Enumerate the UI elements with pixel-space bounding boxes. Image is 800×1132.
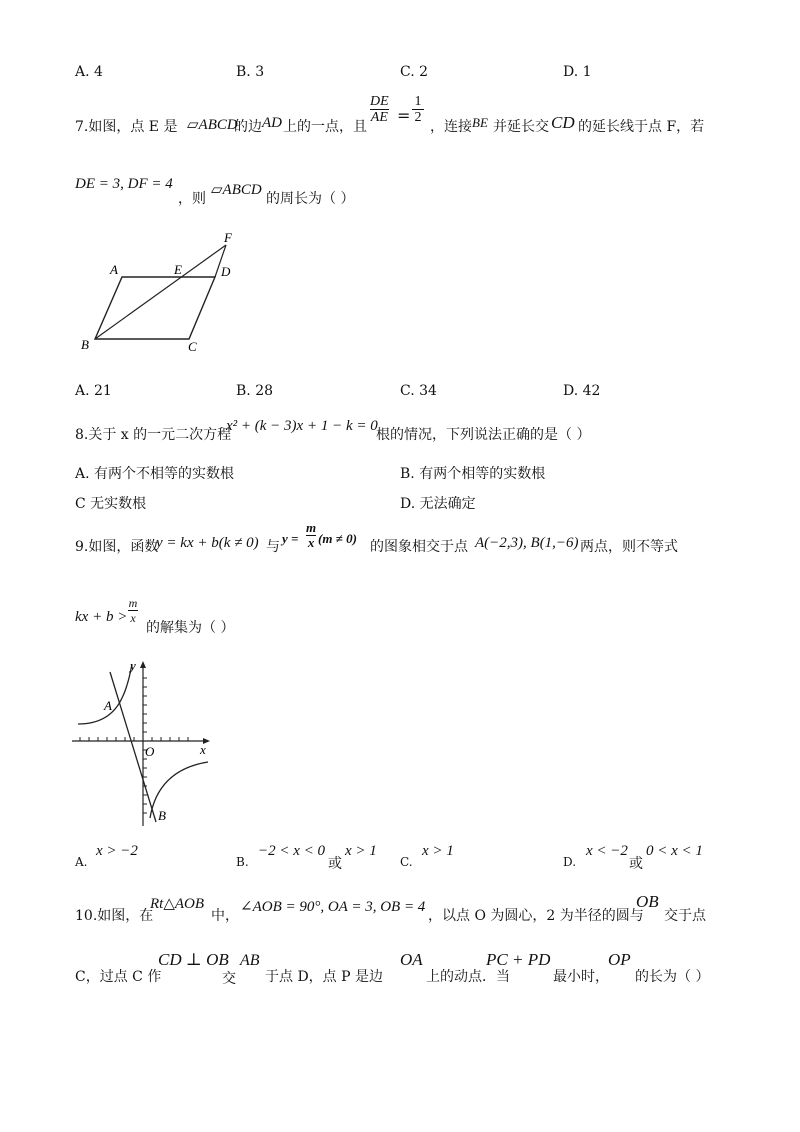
q10-ob: OB xyxy=(636,892,659,911)
q7-frac-den1: AE xyxy=(370,110,388,125)
q7-option-b: B. 28 xyxy=(236,383,274,399)
q10-mid3: 交于点 xyxy=(664,908,706,924)
q9-ask: 的解集为（ ） xyxy=(146,620,235,636)
q9-func1: y = kx + b(k ≠ 0) xyxy=(156,535,259,551)
q7-parallelogram-figure xyxy=(78,228,248,353)
q7-parallelogram-2: ▱ABCD xyxy=(211,182,262,198)
q6-option-c: C. 2 xyxy=(400,64,429,80)
q9-option-c-expr: x > 1 xyxy=(422,843,454,859)
q7-option-a: A. 21 xyxy=(75,383,112,399)
q9-func2-cond: (m ≠ 0) xyxy=(318,531,357,546)
q7-label-a: A xyxy=(110,262,118,277)
q7-mid2: 上的一点，且 xyxy=(283,119,367,135)
q10-mid5: 上的动点．当 xyxy=(426,969,510,985)
q8-option-a: A. 有两个不相等的实数根 xyxy=(75,466,235,482)
q8-option-d: D. 无法确定 xyxy=(400,496,476,512)
q10-sum: PC + PD xyxy=(486,950,551,969)
q7-be: BE xyxy=(472,115,488,130)
q7-line-bf xyxy=(95,245,226,339)
q9-option-d-letter: D. xyxy=(563,855,577,869)
q7-mid1: 的边 xyxy=(234,119,262,135)
q10-ask: 的长为（ ） xyxy=(635,969,710,985)
q10-triangle: Rt△AOB xyxy=(150,896,205,912)
q9-option-a-letter: A. xyxy=(75,855,88,869)
q9-prefix: 9.如图，函数 xyxy=(75,539,159,555)
q9-option-b-letter: B. xyxy=(236,855,249,869)
q9-ineq-fraction xyxy=(128,596,138,625)
q9-func2-num: m xyxy=(306,520,317,535)
q8-suffix: 根的情况，下列说法正确的是（ ） xyxy=(376,427,591,443)
q9-ineq-den: x xyxy=(130,611,136,625)
q10-prefix: 10.如图，在 xyxy=(75,908,154,924)
q9-option-d-expr2: 0 < x < 1 xyxy=(646,843,703,859)
q7-label-f: F xyxy=(224,230,232,245)
q10-line2-prefix: C，过点 C 作 xyxy=(75,969,162,985)
q7-frac-den2: 2 xyxy=(414,110,422,125)
q7-cd: CD xyxy=(551,113,575,132)
q10-mid2: ，以点 O 为圆心，2 为半径的圆与 xyxy=(428,908,644,924)
q7-label-e: E xyxy=(174,262,182,277)
q9-ineq-lhs: kx + b > xyxy=(75,609,128,625)
q7-option-c: C. 34 xyxy=(400,383,437,399)
q7-then: ，则 xyxy=(178,191,206,207)
q9-option-c-letter: C. xyxy=(400,855,413,869)
q7-label-d: D xyxy=(221,264,231,279)
q8-option-b: B. 有两个相等的实数根 xyxy=(400,466,546,482)
q9-option-b-or: 或 xyxy=(328,856,342,872)
q7-label-b: B xyxy=(81,337,89,352)
q10-mid4: 于点 D，点 P 是边 xyxy=(265,969,383,985)
q7-parallelogram-abcd xyxy=(95,277,215,339)
q9-y-axis-arrow xyxy=(140,661,146,668)
q7-fraction-1-2 xyxy=(412,94,424,125)
q9-label-y: y xyxy=(130,658,136,673)
q10-ab: AB xyxy=(240,952,260,969)
q10-mid6: 最小时， xyxy=(553,969,609,985)
q7-ad: AD xyxy=(262,115,282,131)
q8-prefix: 8.关于 x 的一元二次方程 xyxy=(75,427,232,443)
q8-equation: x² + (k − 3)x + 1 − k = 0 xyxy=(226,418,378,434)
q7-mid3: ，连接 xyxy=(430,119,472,135)
q9-func2-lhs: y = xyxy=(282,531,299,546)
q7-condition: DE = 3, DF = 4 xyxy=(75,176,173,192)
q9-hyperbola-left xyxy=(78,664,132,724)
q9-func2-fraction xyxy=(306,521,316,550)
q10-condition: ∠AOB = 90°, OA = 3, OB = 4 xyxy=(240,899,426,915)
q9-label-o: O xyxy=(145,744,155,759)
q9-graph-figure xyxy=(70,658,220,828)
q9-suffix: 两点，则不等式 xyxy=(580,539,678,555)
q9-option-b-expr2: x > 1 xyxy=(345,843,377,859)
q7-suffix: 的延长线于点 F，若 xyxy=(578,119,705,135)
q6-option-a: A. 4 xyxy=(75,64,103,80)
q9-and: 与 xyxy=(266,539,280,555)
q7-label-c: C xyxy=(188,339,197,353)
q9-label-x: x xyxy=(200,742,206,757)
q9-points: A(−2,3), B(1,−6) xyxy=(475,535,579,551)
q9-func2-den: x xyxy=(307,535,315,550)
q7-frac-num1: DE xyxy=(370,94,389,109)
q7-equals: = xyxy=(397,106,411,125)
q10-op: OP xyxy=(608,950,631,969)
q7-prefix: 7.如图，点 E 是 xyxy=(75,119,178,135)
q8-option-c: C 无实数根 xyxy=(75,496,147,512)
q9-option-d-or: 或 xyxy=(629,856,643,872)
q7-fraction-de-ae xyxy=(370,94,389,125)
q9-label-a: A xyxy=(104,698,112,713)
q9-option-a-expr: x > −2 xyxy=(96,843,138,859)
q9-ineq-num: m xyxy=(128,596,138,610)
q10-oa: OA xyxy=(400,950,423,969)
q7-ask: 的周长为（ ） xyxy=(266,191,355,207)
q7-option-d: D. 42 xyxy=(563,383,601,399)
q9-option-d-expr: x < −2 xyxy=(586,843,628,859)
q9-mid: 的图象相交于点 xyxy=(370,539,468,555)
q9-ticks xyxy=(80,678,188,813)
q9-label-b: B xyxy=(158,808,166,823)
q9-option-b-expr: −2 < x < 0 xyxy=(258,843,326,859)
q10-perp: CD ⊥ OB xyxy=(158,950,229,969)
q6-option-b: B. 3 xyxy=(236,64,265,80)
q10-mid1: 中， xyxy=(211,908,239,924)
q7-frac-num2: 1 xyxy=(414,94,422,109)
q7-parallelogram-1: ▱ABCD xyxy=(187,117,238,133)
q6-option-d: D. 1 xyxy=(563,64,592,80)
q7-mid4: 并延长交 xyxy=(493,119,549,135)
q10-jiao: 交 xyxy=(222,971,236,987)
